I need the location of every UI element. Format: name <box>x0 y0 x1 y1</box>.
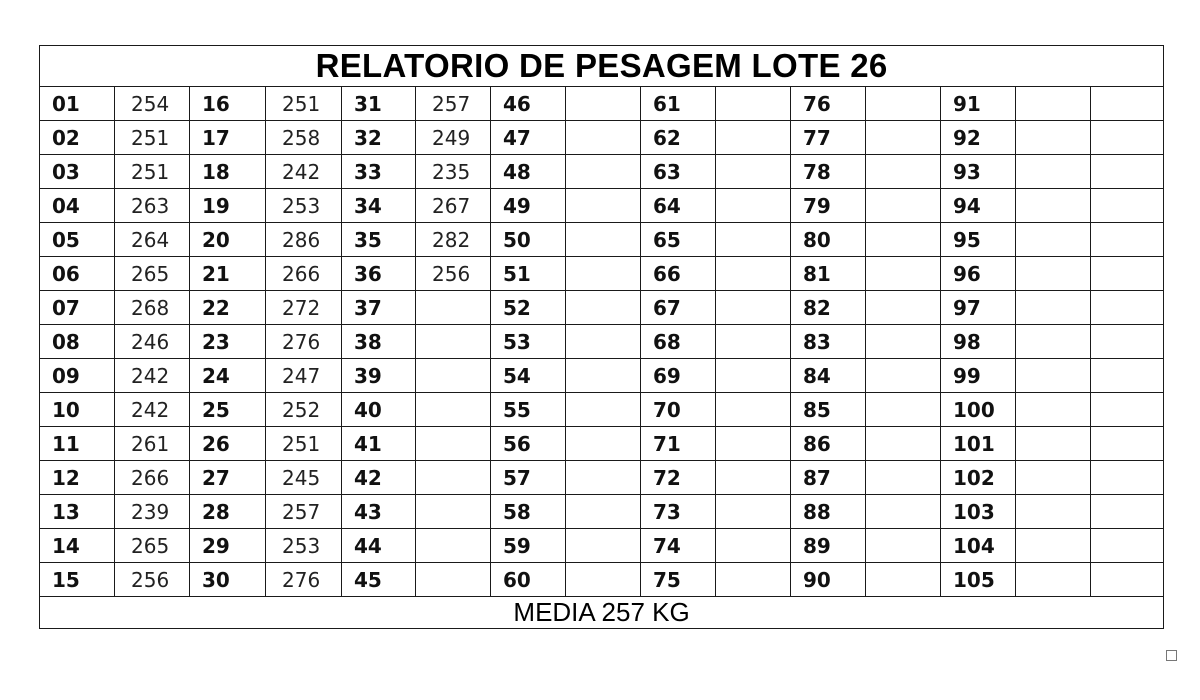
weight-value-cell[interactable]: 282 <box>416 223 491 257</box>
weight-value-cell[interactable] <box>866 393 941 427</box>
animal-number-cell[interactable]: 86 <box>791 427 866 461</box>
animal-number-cell[interactable]: 19 <box>190 189 266 223</box>
weight-value-cell[interactable] <box>416 529 491 563</box>
animal-number-cell[interactable]: 67 <box>641 291 716 325</box>
empty-cell[interactable] <box>1091 87 1164 121</box>
weight-value-cell[interactable] <box>566 563 641 597</box>
weight-value-cell[interactable] <box>566 393 641 427</box>
weight-value-cell[interactable]: 258 <box>266 121 342 155</box>
animal-number-cell[interactable]: 102 <box>941 461 1016 495</box>
weight-value-cell[interactable]: 235 <box>416 155 491 189</box>
table-row <box>40 563 1164 597</box>
table-row <box>40 495 1164 529</box>
weight-value-cell[interactable] <box>866 427 941 461</box>
weight-value-cell[interactable] <box>1016 325 1091 359</box>
table-row <box>40 325 1164 359</box>
animal-number-cell[interactable]: 99 <box>941 359 1016 393</box>
animal-number-cell[interactable]: 66 <box>641 257 716 291</box>
animal-number-cell[interactable]: 55 <box>491 393 566 427</box>
animal-number-cell[interactable]: 42 <box>342 461 416 495</box>
weight-value-cell[interactable]: 261 <box>115 427 190 461</box>
animal-number-cell[interactable]: 20 <box>190 223 266 257</box>
animal-number-cell[interactable]: 75 <box>641 563 716 597</box>
animal-number-cell[interactable]: 104 <box>941 529 1016 563</box>
weight-value-cell[interactable]: 257 <box>266 495 342 529</box>
animal-number-cell[interactable]: 52 <box>491 291 566 325</box>
weight-value-cell[interactable] <box>566 189 641 223</box>
animal-number-cell[interactable]: 04 <box>40 189 115 223</box>
animal-number-cell[interactable]: 53 <box>491 325 566 359</box>
weighing-report-table[interactable] <box>39 45 1164 629</box>
animal-number-cell[interactable]: 06 <box>40 257 115 291</box>
animal-number-cell[interactable]: 49 <box>491 189 566 223</box>
weight-value-cell[interactable] <box>566 155 641 189</box>
animal-number-cell[interactable]: 101 <box>941 427 1016 461</box>
weight-value-cell[interactable] <box>566 359 641 393</box>
weight-value-cell[interactable] <box>1016 121 1091 155</box>
weight-value-cell[interactable] <box>866 325 941 359</box>
animal-number-cell[interactable]: 54 <box>491 359 566 393</box>
weight-value-cell[interactable]: 266 <box>115 461 190 495</box>
animal-number-cell[interactable]: 22 <box>190 291 266 325</box>
weight-value-cell[interactable] <box>566 87 641 121</box>
animal-number-cell[interactable]: 97 <box>941 291 1016 325</box>
table-row <box>40 155 1164 189</box>
weight-value-cell[interactable] <box>866 359 941 393</box>
animal-number-cell[interactable]: 12 <box>40 461 115 495</box>
weight-value-cell[interactable]: 257 <box>416 87 491 121</box>
animal-number-cell[interactable]: 94 <box>941 189 1016 223</box>
animal-number-cell[interactable]: 48 <box>491 155 566 189</box>
empty-cell[interactable] <box>1091 325 1164 359</box>
weight-value-cell[interactable]: 252 <box>266 393 342 427</box>
weight-value-cell[interactable]: 242 <box>115 359 190 393</box>
table-row <box>40 359 1164 393</box>
animal-number-cell[interactable]: 09 <box>40 359 115 393</box>
animal-number-cell[interactable]: 21 <box>190 257 266 291</box>
animal-number-cell[interactable]: 84 <box>791 359 866 393</box>
animal-number-cell[interactable]: 70 <box>641 393 716 427</box>
weight-value-cell[interactable] <box>566 257 641 291</box>
table-row <box>40 121 1164 155</box>
animal-number-cell[interactable]: 43 <box>342 495 416 529</box>
empty-cell[interactable] <box>1091 461 1164 495</box>
empty-cell[interactable] <box>1091 291 1164 325</box>
animal-number-cell[interactable]: 64 <box>641 189 716 223</box>
animal-number-cell[interactable]: 92 <box>941 121 1016 155</box>
weight-value-cell[interactable] <box>1016 529 1091 563</box>
animal-number-cell[interactable]: 83 <box>791 325 866 359</box>
weight-value-cell[interactable]: 251 <box>115 155 190 189</box>
weight-value-cell[interactable] <box>716 393 791 427</box>
weight-value-cell[interactable]: 256 <box>115 563 190 597</box>
animal-number-cell[interactable]: 27 <box>190 461 266 495</box>
weight-value-cell[interactable] <box>1016 461 1091 495</box>
weight-value-cell[interactable] <box>866 189 941 223</box>
empty-cell[interactable] <box>1091 257 1164 291</box>
animal-number-cell[interactable]: 02 <box>40 121 115 155</box>
animal-number-cell[interactable]: 81 <box>791 257 866 291</box>
weight-value-cell[interactable] <box>866 87 941 121</box>
empty-cell[interactable] <box>1091 223 1164 257</box>
weight-value-cell[interactable] <box>1016 393 1091 427</box>
animal-number-cell[interactable]: 57 <box>491 461 566 495</box>
weight-value-cell[interactable]: 254 <box>115 87 190 121</box>
animal-number-cell[interactable]: 45 <box>342 563 416 597</box>
weight-value-cell[interactable] <box>716 291 791 325</box>
weight-value-cell[interactable] <box>1016 427 1091 461</box>
weight-value-cell[interactable]: 245 <box>266 461 342 495</box>
weight-value-cell[interactable] <box>566 461 641 495</box>
animal-number-cell[interactable]: 56 <box>491 427 566 461</box>
weight-value-cell[interactable] <box>416 427 491 461</box>
animal-number-cell[interactable]: 34 <box>342 189 416 223</box>
animal-number-cell[interactable]: 77 <box>791 121 866 155</box>
animal-number-cell[interactable]: 46 <box>491 87 566 121</box>
animal-number-cell[interactable]: 90 <box>791 563 866 597</box>
weight-value-cell[interactable] <box>716 427 791 461</box>
table-row <box>40 257 1164 291</box>
report-title: RELATORIO DE PESAGEM LOTE 26 <box>40 46 1164 87</box>
weight-value-cell[interactable]: 251 <box>266 87 342 121</box>
animal-number-cell[interactable]: 89 <box>791 529 866 563</box>
weight-value-cell[interactable] <box>1016 359 1091 393</box>
animal-number-cell[interactable]: 28 <box>190 495 266 529</box>
table-row <box>40 87 1164 121</box>
weight-value-cell[interactable] <box>416 291 491 325</box>
weight-value-cell[interactable]: 276 <box>266 563 342 597</box>
weight-value-cell[interactable] <box>716 461 791 495</box>
weight-value-cell[interactable] <box>716 189 791 223</box>
animal-number-cell[interactable]: 73 <box>641 495 716 529</box>
animal-number-cell[interactable]: 60 <box>491 563 566 597</box>
animal-number-cell[interactable]: 58 <box>491 495 566 529</box>
animal-number-cell[interactable]: 68 <box>641 325 716 359</box>
animal-number-cell[interactable]: 103 <box>941 495 1016 529</box>
weight-value-cell[interactable] <box>566 291 641 325</box>
weight-value-cell[interactable] <box>1016 155 1091 189</box>
weight-value-cell[interactable]: 253 <box>266 189 342 223</box>
animal-number-cell[interactable]: 41 <box>342 427 416 461</box>
animal-number-cell[interactable]: 30 <box>190 563 266 597</box>
animal-number-cell[interactable]: 72 <box>641 461 716 495</box>
weight-value-cell[interactable] <box>416 495 491 529</box>
weight-value-cell[interactable]: 265 <box>115 529 190 563</box>
table-row <box>40 427 1164 461</box>
weight-value-cell[interactable]: 263 <box>115 189 190 223</box>
animal-number-cell[interactable]: 01 <box>40 87 115 121</box>
weight-value-cell[interactable] <box>716 529 791 563</box>
animal-number-cell[interactable]: 80 <box>791 223 866 257</box>
weight-value-cell[interactable] <box>416 393 491 427</box>
animal-number-cell[interactable]: 65 <box>641 223 716 257</box>
empty-cell[interactable] <box>1091 359 1164 393</box>
animal-number-cell[interactable]: 11 <box>40 427 115 461</box>
weight-value-cell[interactable]: 264 <box>115 223 190 257</box>
weight-value-cell[interactable]: 251 <box>266 427 342 461</box>
weight-value-cell[interactable] <box>566 427 641 461</box>
animal-number-cell[interactable]: 82 <box>791 291 866 325</box>
table-resize-handle[interactable] <box>1166 650 1177 661</box>
weight-value-cell[interactable]: 249 <box>416 121 491 155</box>
animal-number-cell[interactable]: 05 <box>40 223 115 257</box>
animal-number-cell[interactable]: 95 <box>941 223 1016 257</box>
title-row <box>40 46 1164 87</box>
weight-value-cell[interactable] <box>1016 223 1091 257</box>
animal-number-cell[interactable]: 69 <box>641 359 716 393</box>
empty-cell[interactable] <box>1091 121 1164 155</box>
weight-value-cell[interactable] <box>866 529 941 563</box>
weight-value-cell[interactable] <box>866 461 941 495</box>
weight-value-cell[interactable] <box>866 495 941 529</box>
weight-value-cell[interactable] <box>716 121 791 155</box>
weight-value-cell[interactable] <box>1016 87 1091 121</box>
weight-value-cell[interactable] <box>566 529 641 563</box>
animal-number-cell[interactable]: 96 <box>941 257 1016 291</box>
animal-number-cell[interactable]: 08 <box>40 325 115 359</box>
animal-number-cell[interactable]: 62 <box>641 121 716 155</box>
weight-value-cell[interactable] <box>716 257 791 291</box>
weight-value-cell[interactable]: 242 <box>266 155 342 189</box>
animal-number-cell[interactable]: 31 <box>342 87 416 121</box>
weight-value-cell[interactable]: 247 <box>266 359 342 393</box>
weight-value-cell[interactable] <box>566 223 641 257</box>
weight-value-cell[interactable]: 286 <box>266 223 342 257</box>
table-row <box>40 223 1164 257</box>
animal-number-cell[interactable]: 50 <box>491 223 566 257</box>
weight-value-cell[interactable] <box>716 325 791 359</box>
weight-value-cell[interactable]: 253 <box>266 529 342 563</box>
animal-number-cell[interactable]: 87 <box>791 461 866 495</box>
animal-number-cell[interactable]: 71 <box>641 427 716 461</box>
animal-number-cell[interactable]: 76 <box>791 87 866 121</box>
weight-value-cell[interactable] <box>716 495 791 529</box>
weight-value-cell[interactable]: 239 <box>115 495 190 529</box>
weight-value-cell[interactable] <box>866 291 941 325</box>
animal-number-cell[interactable]: 88 <box>791 495 866 529</box>
animal-number-cell[interactable]: 03 <box>40 155 115 189</box>
animal-number-cell[interactable]: 44 <box>342 529 416 563</box>
weight-value-cell[interactable] <box>416 461 491 495</box>
animal-number-cell[interactable]: 37 <box>342 291 416 325</box>
animal-number-cell[interactable]: 100 <box>941 393 1016 427</box>
animal-number-cell[interactable]: 78 <box>791 155 866 189</box>
animal-number-cell[interactable]: 47 <box>491 121 566 155</box>
animal-number-cell[interactable]: 35 <box>342 223 416 257</box>
table-row <box>40 529 1164 563</box>
animal-number-cell[interactable]: 18 <box>190 155 266 189</box>
animal-number-cell[interactable]: 51 <box>491 257 566 291</box>
weight-value-cell[interactable]: 267 <box>416 189 491 223</box>
weight-value-cell[interactable] <box>866 257 941 291</box>
animal-number-cell[interactable]: 61 <box>641 87 716 121</box>
weight-value-cell[interactable]: 246 <box>115 325 190 359</box>
animal-number-cell[interactable]: 16 <box>190 87 266 121</box>
empty-cell[interactable] <box>1091 155 1164 189</box>
animal-number-cell[interactable]: 74 <box>641 529 716 563</box>
animal-number-cell[interactable]: 39 <box>342 359 416 393</box>
animal-number-cell[interactable]: 23 <box>190 325 266 359</box>
animal-number-cell[interactable]: 25 <box>190 393 266 427</box>
weight-value-cell[interactable] <box>866 563 941 597</box>
animal-number-cell[interactable]: 105 <box>941 563 1016 597</box>
weight-value-cell[interactable]: 242 <box>115 393 190 427</box>
weight-value-cell[interactable]: 268 <box>115 291 190 325</box>
empty-cell[interactable] <box>1091 563 1164 597</box>
animal-number-cell[interactable]: 59 <box>491 529 566 563</box>
weight-value-cell[interactable]: 266 <box>266 257 342 291</box>
empty-cell[interactable] <box>1091 189 1164 223</box>
table-row <box>40 393 1164 427</box>
weight-value-cell[interactable]: 265 <box>115 257 190 291</box>
weight-value-cell[interactable]: 276 <box>266 325 342 359</box>
weight-value-cell[interactable] <box>1016 495 1091 529</box>
weight-value-cell[interactable] <box>566 495 641 529</box>
weight-value-cell[interactable] <box>566 325 641 359</box>
table-row <box>40 189 1164 223</box>
animal-number-cell[interactable]: 24 <box>190 359 266 393</box>
weight-value-cell[interactable] <box>416 325 491 359</box>
animal-number-cell[interactable]: 79 <box>791 189 866 223</box>
weight-value-cell[interactable] <box>416 563 491 597</box>
animal-number-cell[interactable]: 26 <box>190 427 266 461</box>
weight-value-cell[interactable] <box>716 155 791 189</box>
weight-value-cell[interactable] <box>566 121 641 155</box>
animal-number-cell[interactable]: 36 <box>342 257 416 291</box>
animal-number-cell[interactable]: 29 <box>190 529 266 563</box>
empty-cell[interactable] <box>1091 529 1164 563</box>
empty-cell[interactable] <box>1091 495 1164 529</box>
weight-value-cell[interactable] <box>716 223 791 257</box>
footer-row <box>40 597 1164 629</box>
animal-number-cell[interactable]: 93 <box>941 155 1016 189</box>
empty-cell[interactable] <box>1091 427 1164 461</box>
weight-value-cell[interactable] <box>1016 563 1091 597</box>
weight-value-cell[interactable]: 251 <box>115 121 190 155</box>
animal-number-cell[interactable]: 91 <box>941 87 1016 121</box>
average-weight: MEDIA 257 KG <box>40 597 1164 629</box>
animal-number-cell[interactable]: 10 <box>40 393 115 427</box>
animal-number-cell[interactable]: 63 <box>641 155 716 189</box>
weight-value-cell[interactable] <box>1016 291 1091 325</box>
weight-value-cell[interactable] <box>716 87 791 121</box>
table-row <box>40 461 1164 495</box>
report-body <box>40 87 1164 597</box>
animal-number-cell[interactable]: 15 <box>40 563 115 597</box>
animal-number-cell[interactable]: 40 <box>342 393 416 427</box>
animal-number-cell[interactable]: 98 <box>941 325 1016 359</box>
empty-cell[interactable] <box>1091 393 1164 427</box>
animal-number-cell[interactable]: 13 <box>40 495 115 529</box>
animal-number-cell[interactable]: 17 <box>190 121 266 155</box>
weight-value-cell[interactable]: 272 <box>266 291 342 325</box>
weight-value-cell[interactable] <box>866 223 941 257</box>
animal-number-cell[interactable]: 14 <box>40 529 115 563</box>
animal-number-cell[interactable]: 38 <box>342 325 416 359</box>
weight-value-cell[interactable] <box>416 359 491 393</box>
weight-value-cell[interactable] <box>1016 189 1091 223</box>
weight-value-cell[interactable]: 256 <box>416 257 491 291</box>
weight-value-cell[interactable] <box>716 359 791 393</box>
animal-number-cell[interactable]: 33 <box>342 155 416 189</box>
weight-value-cell[interactable] <box>866 121 941 155</box>
weight-value-cell[interactable] <box>866 155 941 189</box>
animal-number-cell[interactable]: 07 <box>40 291 115 325</box>
weight-value-cell[interactable] <box>716 563 791 597</box>
animal-number-cell[interactable]: 32 <box>342 121 416 155</box>
animal-number-cell[interactable]: 85 <box>791 393 866 427</box>
weight-value-cell[interactable] <box>1016 257 1091 291</box>
table-row <box>40 291 1164 325</box>
